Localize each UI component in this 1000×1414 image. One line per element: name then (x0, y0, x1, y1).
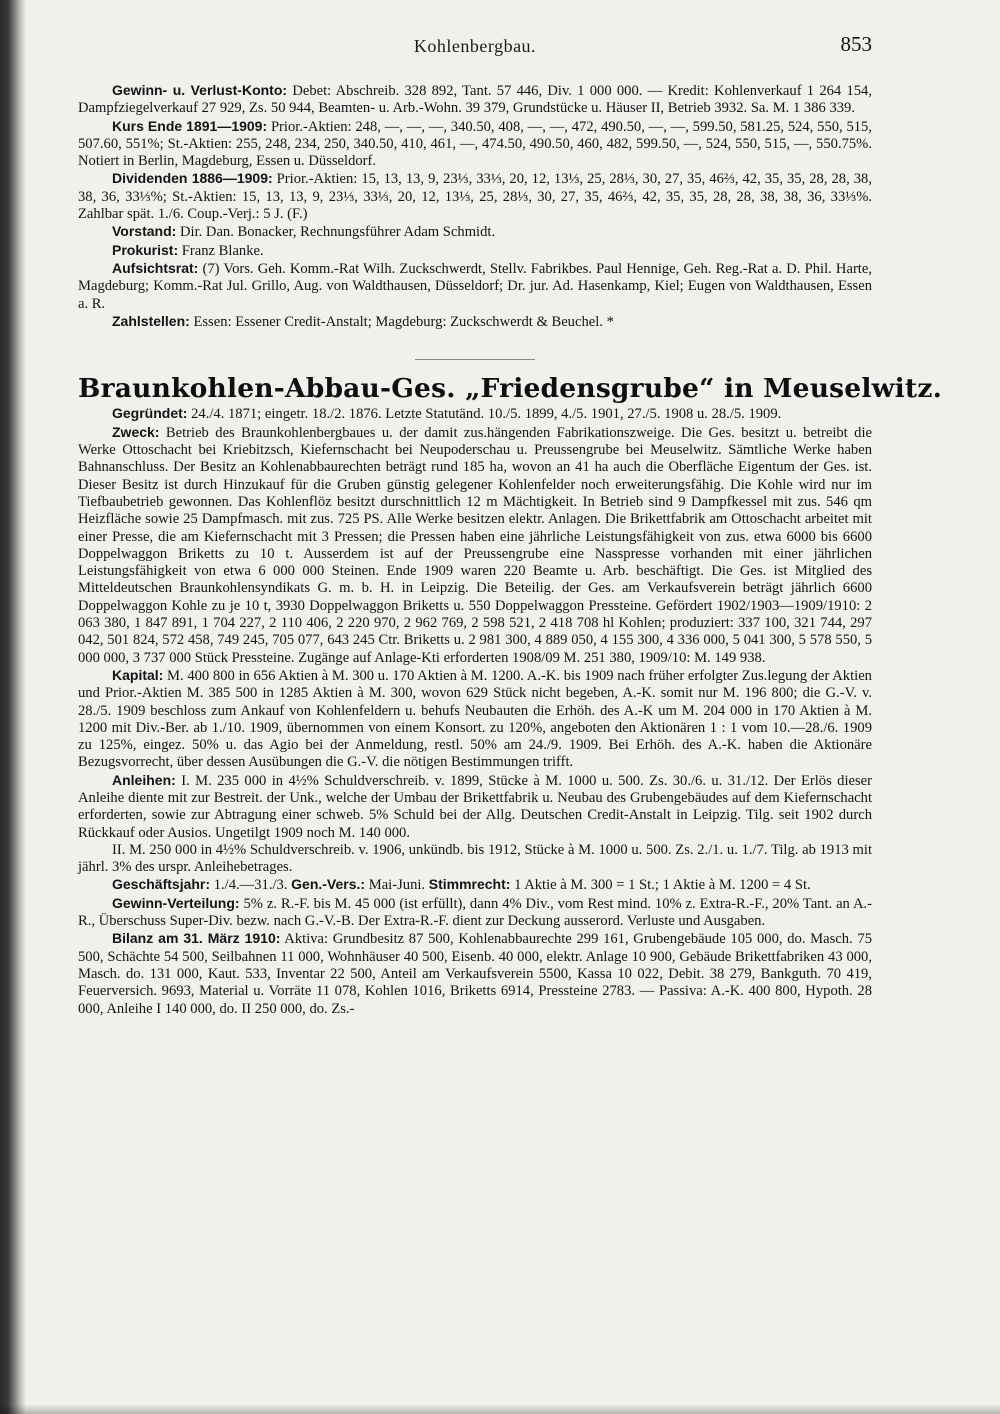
label-aufsichtsrat: Aufsichtsrat: (112, 259, 199, 276)
label-gewinn-verlust: Gewinn- u. Verlust-Konto: (112, 82, 288, 98)
paragraph-zweck (78, 424, 872, 667)
text-bilanz: Aktiva: Grundbesitz 87 500, Kohlenabbaurechte 299 161, Grubengebäude 105 000, do. Masch. 75 500, Schächte 54 500, Seilbahnen 11 000, Wohnhäuser 40 500, Eisenb. 40 000, elektr. Anlage 10 900, Gebäude Brikettfabriken 43 000, Masch. do. 131 000, Kaut. 533, Inventar 22 500, Anteil am Verkaufsverein 5500, Kassa 10 022, Debit. 38 279, Bankguth. 70 419, Feuerversich. 9693, Material u. Vorräte 11 078, Kohlen 1016, Briketts 6914, Pressteine 2783. — Passiva: A.-K. 400 800, Hypoth. 28 000, Anleihe I 140 000, do. II 250 000, do. Zs.- (78, 931, 873, 1017)
label-prokurist: Prokurist: (112, 241, 179, 258)
page-body (78, 82, 943, 1018)
label-gen-vers: Gen.-Vers.: (291, 876, 366, 893)
paragraph-anleihen (78, 772, 872, 842)
label-stimmrecht: Stimmrecht: (428, 876, 511, 893)
book-spine-shadow (0, 0, 26, 1414)
running-head: Kohlenbergbau. (413, 36, 537, 56)
text-aufsichtsrat: (7) Vors. Geh. Komm.-Rat Wilh. Zuckschwerdt, Stellv. Fabrikbes. Paul Hennige, Geh. Reg.-Rat a. D. Phil. Harte, Magdeburg; Komm.-Rat Jul. Grillo, Aug. von Waldthausen, Düsseldorf; Dr. jur. Ad. Hasenkamp, Kiel; Eugen von Waldthausen, Essen a. R. (78, 260, 872, 312)
label-bilanz: Bilanz am 31. März 1910: (112, 930, 281, 947)
paragraph-prokurist (78, 242, 872, 260)
text-zahlstellen: Essen: Essener Credit-Anstalt; Magdeburg: Zuckschwerdt & Beuchel. * (193, 313, 614, 330)
label-geschaeftsjahr: Geschäftsjahr: (112, 876, 211, 893)
paragraph-kapital (78, 667, 872, 772)
paragraph-dividenden (78, 170, 872, 223)
label-kapital: Kapital: (112, 666, 164, 683)
text-vorstand: Dir. Dan. Bonacker, Rechnungsführer Adam Schmidt. (179, 224, 496, 241)
paragraph-aufsichtsrat (78, 260, 872, 313)
section-divider (415, 359, 535, 360)
label-gewinn-verteilung: Gewinn-Verteilung: (112, 894, 240, 911)
text-dividenden: Prior.-Aktien: 15, 13, 13, 9, 23⅓, 33⅓, 20, 12, 13⅓, 25, 28⅓, 30, 27, 35, 46⅔, 42, 35, 35, 28, 28, 38, 38, 36, 33⅓%; St.-Aktien: 15, 13, 13, 9, 23⅓, 33⅓, 20, 12, 13⅓, 25, 28⅓, 30, 27, 35, 46⅔, 42, 35, 35, 28, 28, 38, 38, 36, 33⅓%. Zahlbar spät. 1./6. Coup.-Verj.: 5 J. (F.) (78, 171, 872, 223)
paragraph-vorstand (78, 223, 872, 241)
text-gewinn-verteilung: 5% z. R.-F. bis M. 45 000 (ist erfüllt), dann 4% Div., vom Rest mind. 10% z. Extra-R.-F., 20% Tant. an A.-R., Überschuss Super-Div. bezw. nach G.-V.-B. Der Extra-R.-F. dient zur Deckung ausserord. Verluste und Ausgaben. (78, 895, 872, 930)
label-vorstand: Vorstand: (112, 223, 177, 240)
paragraph-kurs (78, 118, 872, 171)
text-gewinn-verlust: Debet: Abschreib. 328 892, Tant. 57 446, Div. 1 000 000. — Kredit: Kohlenverkauf 1 264 154, Dampfziegelverkauf 27 929, Zs. 50 944, Beamten- u. Arb.-Wohn. 39 379, Grundstücke u. Häuser II, Betrieb 3932. Sa. M. 1 386 339. (78, 83, 872, 117)
page-number: 853 (840, 32, 872, 56)
text-prokurist: Franz Blanke. (181, 242, 264, 259)
text-anleihen: I. M. 235 000 in 4½% Schuldverschreib. v. 1899, Stücke à M. 1000 u. 500. Zs. 30./6. u. 31./12. Der Erlös dieser Anleihe diente mit zur Bestreit. der Unk., welche der Umbau der Brikettfabrik u. Neubau des Grubengebäudes auf dem Kiefernschacht erforderten, sowie zur Abtragung einer schweb. 5% Schuld bei der Allg. Deutschen Credit-Anstalt in Leipzig. Tilg. seit 1902 durch Rückkauf oder Ausios. Ungetilgt 1909 noch M. 140 000. (78, 772, 872, 841)
label-zahlstellen: Zahlstellen: (112, 312, 190, 329)
label-dividenden: Dividenden 1886—1909: (112, 170, 273, 187)
text-gegruendet: 24./4. 1871; eingetr. 18./2. 1876. Letzte Statutänd. 10./5. 1899, 4./5. 1901, 27./5. 1908 u. 28./5. 1909. (191, 406, 782, 423)
label-anleihen: Anleihen: (112, 771, 176, 788)
label-zweck: Zweck: (112, 423, 160, 440)
paragraph-zahlstellen (78, 313, 872, 331)
text-stimmrecht: 1 Aktie à M. 300 = 1 St.; 1 Aktie à M. 1200 = 4 St. (514, 877, 811, 894)
paragraph-gegruendet (78, 405, 872, 423)
label-gegruendet: Gegründet: (112, 405, 188, 422)
paragraph-gewinn-verlust (78, 82, 872, 118)
text-gen-vers: Mai-Juni. (368, 877, 426, 894)
text-geschaeftsjahr: 1./4.—31./3. (213, 877, 288, 894)
paragraph-gewinn-verteilung (78, 895, 872, 931)
page-header (78, 32, 872, 62)
paragraph-geschaeftsjahr (78, 876, 872, 894)
paragraph-bilanz (78, 930, 872, 1017)
text-kurs: Prior.-Aktien: 248, —, —, —, 340.50, 408, —, —, 472, 490.50, —, —, 599.50, 581.25, 524, 550, 515, 507.60, 551%; St.-Aktien: 255, 248, 234, 250, 340.50, 410, 461, —, 474.50, 490.50, 460, 482, 599.50, —, 524, 550, 515, —, 550.75%. Notiert in Berlin, Magdeburg, Essen u. Düsseldorf. (78, 118, 873, 170)
text-anleihe-ii: II. M. 250 000 in 4½% Schuldverschreib. v. 1906, unkündb. bis 1912, Stücke à M. 1000 u. 500. Zs. 2./1. u. 1./7. Tilg. ab 1913 mit jährl. 3% des urspr. Anleihebetrages. (78, 841, 872, 876)
text-zweck: Betrieb des Braunkohlenbergbaues u. der damit zus.hängenden Fabrikationszweige. Die Ges. besitzt u. betreibt die Werke Ottoschacht bei Kriebitzsch, Kiefernschacht bei Neupoderschau u. Preussengrube bei Meuselwitz. Sämtliche Werke haben Bahnanschluss. Der Besitz an Kohlenabbaurechten beträgt rund 185 ha, wovon an 41 ha auch die Oberfläche Eigentum der Ges. ist. Dieser Besitz ist durch Hinzukauf für die Gruben günstig gelegener Kohlenfelder noch erweiterungsfähig. Die Kohle wird nur im Tiefbaubetrieb gewonnen. Das Kohlenflöz besitzt durschnittlich 12 m Mächtigkeit. In Betrieb sind 9 Dampfkessel mit zus. 546 qm Heizfläche sowie 25 Dampfmasch. mit zus. 725 PS. Alle Werke besitzen elektr. Anlagen. Die Brikettfabrik am Ottoschacht arbeitet mit einer Presse, die am Kiefernschacht mit 3 Pressen; die Pressen haben eine jährliche Leistungsfähigkeit von zus. etwa 6000 bis 6600 Doppelwaggon Briketts zu 10 t. Ausserdem ist auf der Preussengrube eine Nasspresse vorhanden mit einer jährlichen Leistungsfähigkeit von etwa 6 000 000 Steinen. Ende 1909 waren 220 Beamte u. Arb. beschäftigt. Die Ges. ist Mitglied des Mitteldeutschen Braunkohlensyndikats G. m. b. H. in Leipzig. Die Beteilig. der Ges. am Verkaufsverein beträgt jährlich 6600 Doppelwaggon Kohle zu je 10 t, 3930 Doppelwaggon Briketts u. 550 Doppelwaggon Pressteine. Gefördert 1902/1903—1909/1910: 2 063 380, 1 847 891, 1 704 227, 2 110 406, 2 220 970, 2 962 769, 2 598 521, 2 418 708 hl Kohlen; produziert: 337 100, 321 744, 297 042, 501 824, 572 458, 749 245, 705 077, 643 245 Ctr. Briketts u. 2 981 300, 4 889 050, 4 155 300, 4 336 000, 5 041 300, 5 578 550, 5 000 000, 3 737 000 Stück Pressteine. Zugänge auf Anlage-Kti erforderten 1908/09 M. 251 380, 1909/10: M. 149 938. (78, 424, 872, 666)
label-kurs: Kurs Ende 1891—1909: (112, 117, 268, 134)
text-kapital: M. 400 800 in 656 Aktien à M. 300 u. 170 Aktien à M. 1200. A.-K. bis 1909 nach früher erfolgter Zus.legung der Aktien und Prior.-Aktien M. 385 500 in 1285 Aktien à M. 300, wovon 629 Stück nicht begeben, A.-K. somit nur M. 196 800; die G.-V. v. 28./5. 1909 beschloss zum Ankauf von Kohlenfeldern u. behufs Neubauten die Erhöh. des A.-K um M. 204 000 in 170 Aktien à M. 1200 mit Div.-Ber. ab 1./10. 1909, übernommen von einem Konsort. zu 120%, angeboten den Aktionären 1 : 1 vom 10.—28./6. 1909 zu 125%, eingez. 50% u. das Agio bei der Anmeldung, restl. 50% am 24./9. 1909. Bei Erhöh. des A.-K. haben die Aktionäre Bezugsvorrecht, über dessen Ausübungen die G.-V. die nötigen Bestimmungen trifft. (78, 667, 872, 771)
page-bottom-shadow (0, 1404, 1000, 1414)
paragraph-anleihe-ii (78, 842, 872, 877)
company-title: Braunkohlen-Abbau-Ges. „Friedensgrube“ in Meuselwitz. (78, 373, 943, 405)
